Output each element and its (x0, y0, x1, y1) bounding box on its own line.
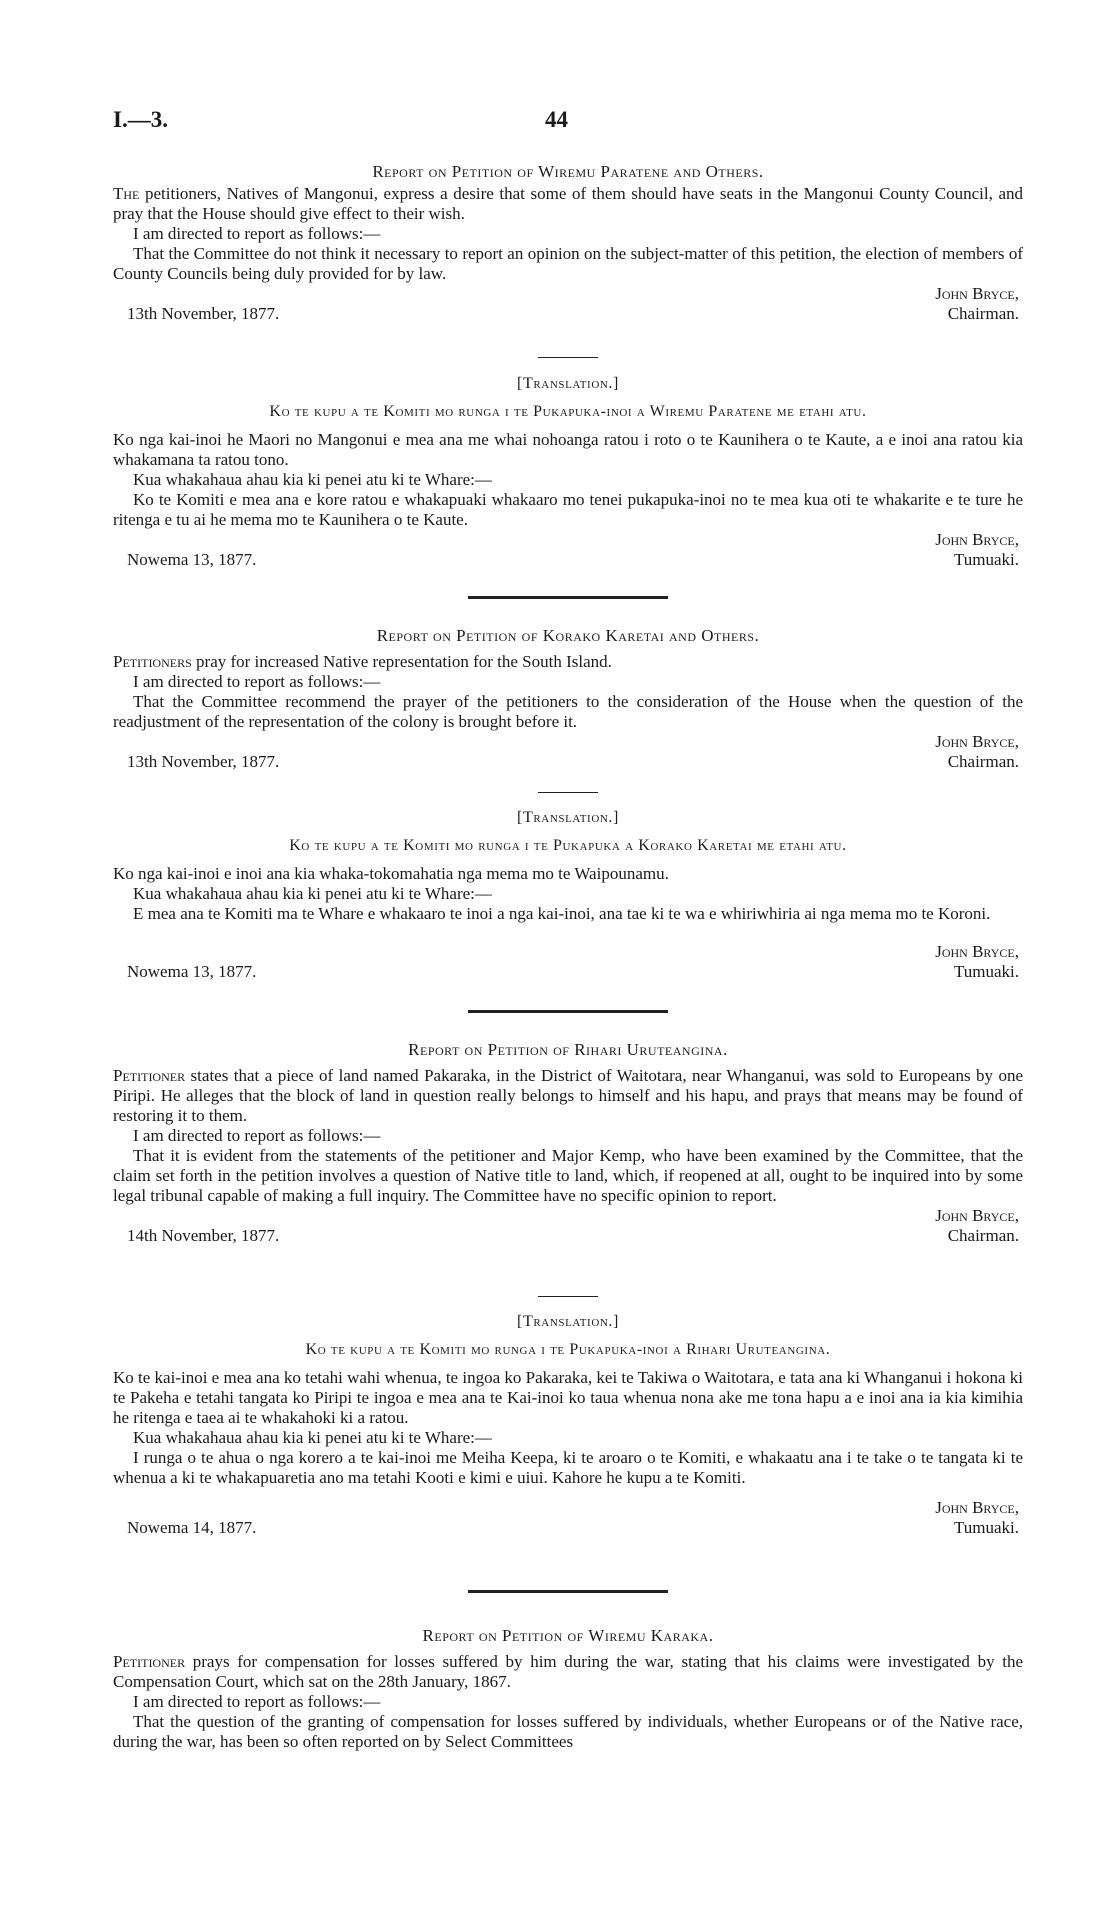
translation-label: [Translation.] (517, 375, 619, 392)
report-date: Nowema 13, 1877. (127, 962, 257, 981)
directed-line: Kua whakahaua ahau kia ki penei atu ki te Whare:— (133, 470, 492, 489)
short-rule (113, 792, 1023, 793)
directed-line: I am directed to report as follows:— (133, 1126, 381, 1145)
long-rule (113, 1010, 1023, 1013)
directed-line: Kua whakahaua ahau kia ki penei atu ki te Whare:— (133, 1428, 492, 1447)
petition-summary (113, 1652, 1023, 1692)
signature: John Bryce, (935, 732, 1019, 751)
paper-reference: I.—3. (113, 107, 168, 132)
date-line (113, 962, 1023, 982)
committee-finding: E mea ana te Komiti ma te Whare e whakaaro te inoi a nga kai-inoi, ana tae ki te wa e whiriwhiria ai nga mema mo te Koroni. (133, 904, 991, 923)
report-paratene (113, 162, 1023, 324)
date-line (113, 304, 1023, 324)
report-date: 14th November, 1877. (127, 1226, 280, 1245)
directed-line: I am directed to report as follows:— (133, 1692, 381, 1711)
translation-label: [Translation.] (517, 1313, 619, 1330)
signatory-role: Chairman. (947, 304, 1019, 323)
directed-line: Kua whakahaua ahau kia ki penei atu ki te Whare:— (133, 884, 492, 903)
translation-title: Ko te kupu a te Komiti mo runga i te Pukapuka-inoi a Wiremu Paratene me etahi atu. (269, 403, 867, 420)
summary-text: prays for compensation for losses suffered by him during the war, stating that his claims were investigated by the Compensation Court, which sat on the 28th January, 1867. (113, 1652, 1023, 1691)
signatory-role: Chairman. (947, 752, 1019, 771)
signatory-role: Chairman. (947, 1226, 1019, 1245)
committee-finding: Ko te Komiti e mea ana e kore ratou e whakapuaki whakaaro mo tenei pukapuka-inoi no te mea kua oti te whakarite e te ture he ritenga e tu ai he mema mo te Kaunihera o te Kaute. (113, 490, 1023, 529)
petition-summary: Ko nga kai-inoi e inoi ana kia whaka-tokomahatia nga mema mo te Waipounamu. (113, 864, 669, 883)
translation-label: [Translation.] (517, 809, 619, 826)
date-line (113, 1226, 1023, 1246)
petition-summary (113, 184, 1023, 224)
committee-finding: That the question of the granting of compensation for losses suffered by individuals, whether Europeans or of the Native race, during the war, has been so often reported on by Select Committees (113, 1712, 1023, 1751)
translation-title: Ko te kupu a te Komiti mo runga i te Pukapuka-inoi a Rihari Uruteangina. (305, 1341, 831, 1358)
report-title: Report on Petition of Wiremu Karaka. (422, 1626, 714, 1645)
committee-finding: That the Committee do not think it necessary to report an opinion on the subject-matter of this petition, the election of members of County Councils being duly provided for by law. (113, 244, 1023, 283)
committee-finding: That it is evident from the statements of the petitioner and Major Kemp, who have been examined by the Committee, that the claim set forth in the petition involves a question of Native title to land, which, if reopened at all, ought to be inquired into by some legal tribunal capable of making a full inquiry. The Committee have no specific opinion to report. (113, 1146, 1023, 1205)
directed-line: I am directed to report as follows:— (133, 672, 381, 691)
committee-finding: That the Committee recommend the prayer of the petitioners to the consideration of the House when the question of the readjustment of the representation of the colony is brought before it. (113, 692, 1023, 731)
signature: John Bryce, (935, 1498, 1019, 1517)
translation-title: Ko te kupu a te Komiti mo runga i te Pukapuka a Korako Karetai me etahi atu. (289, 837, 847, 854)
lead-word: The (113, 184, 140, 203)
lead-word: Petitioner (113, 1652, 186, 1671)
directed-line: I am directed to report as follows:— (133, 224, 381, 243)
signature: John Bryce, (935, 284, 1019, 303)
summary-text: states that a piece of land named Pakaraka, in the District of Waitotara, near Whanganui, was sold to Europeans by one Piripi. He alleges that the block of land in question really belongs to himself and his hapu, and prays that means may be found of restoring it to them. (113, 1066, 1023, 1125)
translation-uruteangina (113, 1312, 1023, 1538)
translation-karetai (113, 808, 1023, 982)
report-karaka (113, 1626, 1023, 1752)
report-title: Report on Petition of Wiremu Paratene and Others. (372, 162, 764, 181)
report-uruteangina (113, 1040, 1023, 1246)
signature: John Bryce, (935, 1206, 1019, 1225)
report-date: 13th November, 1877. (127, 304, 280, 323)
page-header (113, 107, 1023, 137)
date-line (113, 752, 1023, 772)
translation-paratene (113, 374, 1023, 570)
report-title: Report on Petition of Korako Karetai and Others. (376, 626, 760, 645)
petition-summary: Ko nga kai-inoi he Maori no Mangonui e mea ana me whai nohoanga ratou i roto o te Kaunihera o te Kaute, a e inoi ana ratou kia whakamana ta ratou tono. (113, 430, 1023, 469)
date-line (113, 550, 1023, 570)
committee-finding: I runga o te ahua o nga korero a te kai-inoi me Meiha Keepa, ki te aroaro o te Komiti, e whakaatu ana i te take o te tangata ki te whenua a ki te whakapuaretia ano ma tetahi Kooti e kimi e uiui. Kahore he kupu a te Komiti. (113, 1448, 1023, 1487)
page-number: 44 (545, 107, 568, 132)
lead-word: Petitioner (113, 1066, 186, 1085)
petition-summary (113, 1066, 1023, 1126)
petition-summary: Ko te kai-inoi e mea ana ko tetahi wahi whenua, te ingoa ko Pakaraka, kei te Takiwa o Waitotara, e tata ana ki Whanganui i hokona ki te Pakeha e tetahi tangata ko Piripi te ingoa e mea ana te Kai-inoi ko taua whenua nona ake me tona hapu a e inoi ana ia kia kimihia he ritenga e taea ai te whakahoki ki a ratou. (113, 1368, 1023, 1427)
report-date: Nowema 13, 1877. (127, 550, 257, 569)
date-line (113, 1518, 1023, 1538)
long-rule (113, 596, 1023, 599)
short-rule (113, 1296, 1023, 1297)
summary-text: petitioners, Natives of Mangonui, express a desire that some of them should have seats in the Mangonui County Council, and pray that the House should give effect to their wish. (113, 184, 1023, 223)
signature: John Bryce, (935, 942, 1019, 961)
report-date: 13th November, 1877. (127, 752, 280, 771)
short-rule (113, 357, 1023, 358)
report-karetai (113, 626, 1023, 772)
signatory-role: Tumuaki. (953, 550, 1019, 569)
signature: John Bryce, (935, 530, 1019, 549)
lead-word: Petitioners (113, 652, 192, 671)
long-rule (113, 1590, 1023, 1593)
report-date: Nowema 14, 1877. (127, 1518, 257, 1537)
petition-summary (113, 652, 1023, 672)
signatory-role: Tumuaki. (953, 962, 1019, 981)
report-title: Report on Petition of Rihari Uruteangina. (408, 1040, 728, 1059)
summary-text: pray for increased Native representation for the South Island. (191, 652, 612, 671)
signatory-role: Tumuaki. (953, 1518, 1019, 1537)
